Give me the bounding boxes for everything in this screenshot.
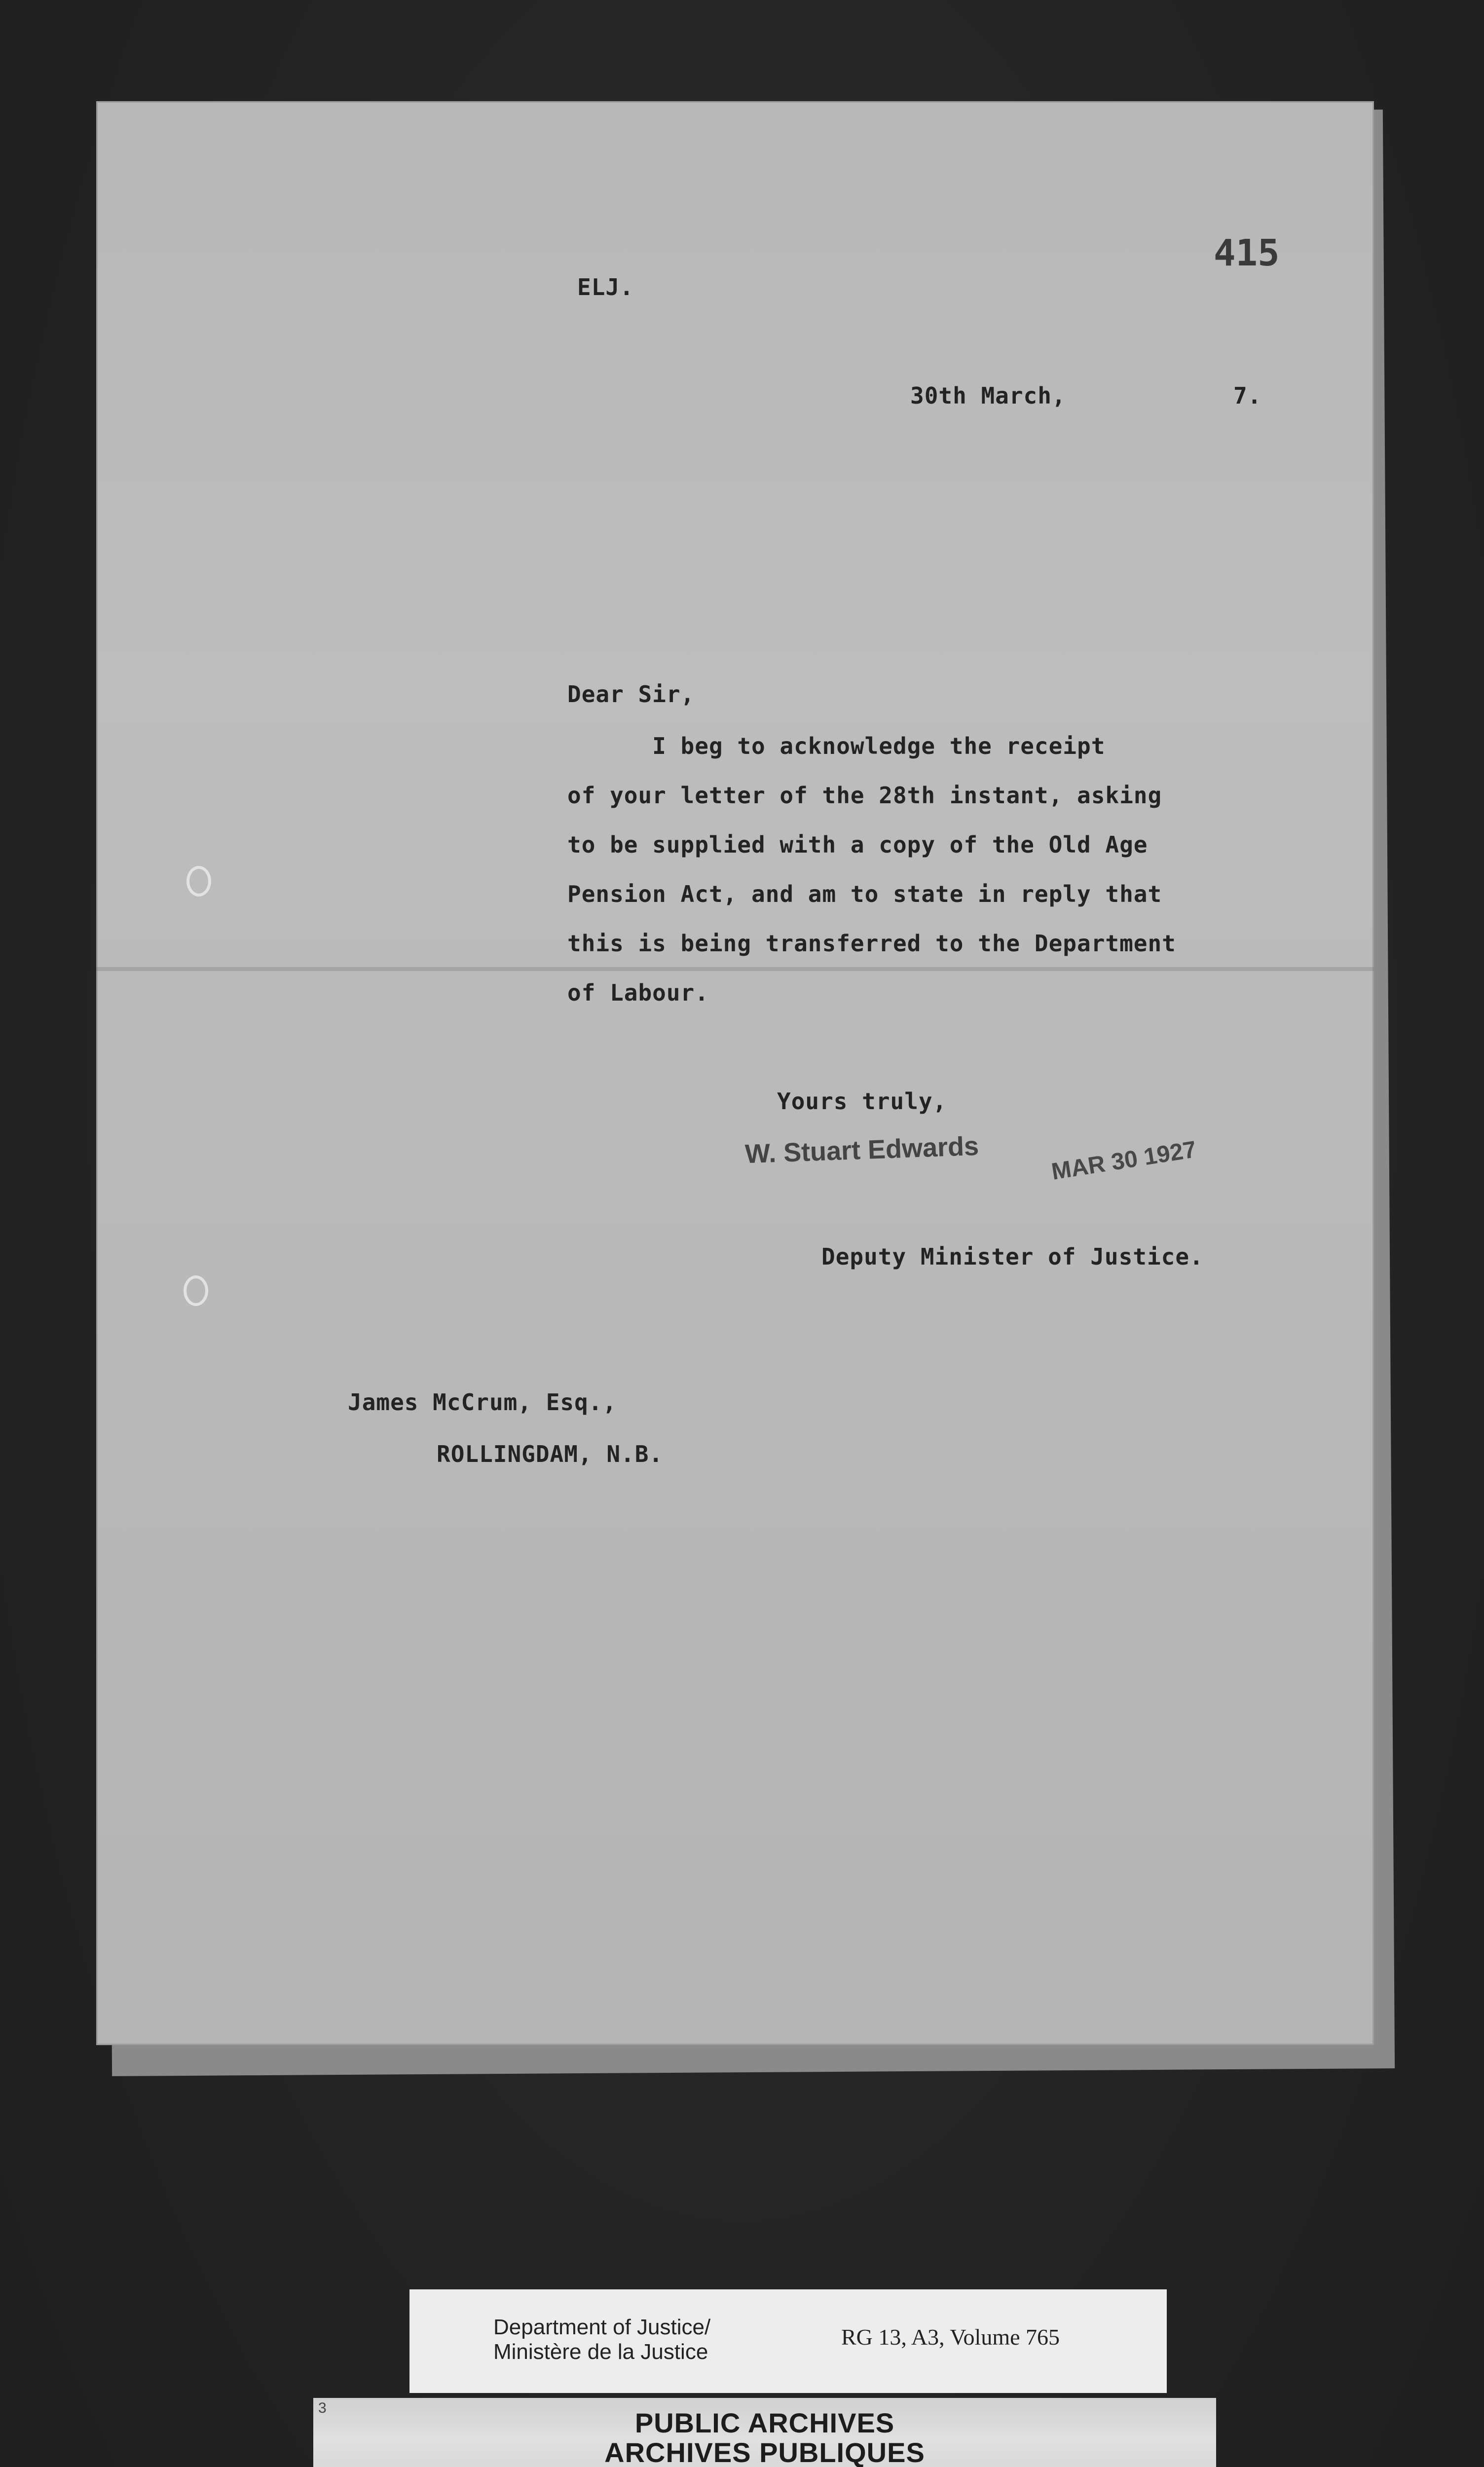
letter-date: 30th March, — [910, 382, 1066, 409]
body-line: this is being transferred to the Department — [567, 930, 1176, 957]
body-line: of Labour. — [567, 979, 709, 1006]
record-group-reference: RG 13, A3, Volume 765 — [841, 2324, 1060, 2350]
archive-reference-label — [409, 2289, 1167, 2393]
punch-hole-upper — [186, 866, 211, 897]
department-name-fr: Ministère de la Justice — [493, 2340, 708, 2364]
folio-number: 415 — [1214, 232, 1280, 274]
corner-mark: 3 — [318, 2400, 327, 2416]
body-line: to be supplied with a copy of the Old Age — [567, 831, 1148, 858]
body-line: Pension Act, and am to state in reply that — [567, 881, 1162, 907]
letter-page — [96, 101, 1374, 2045]
reference-initials: ELJ. — [577, 274, 634, 300]
addressee-place: ROLLINGDAM, N.B. — [437, 1441, 664, 1467]
public-archives-stamp — [313, 2398, 1216, 2467]
punch-hole-lower — [184, 1275, 208, 1306]
archives-line-fr: ARCHIVES PUBLIQUES — [604, 2437, 925, 2467]
body-line: I beg to acknowledge the receipt — [567, 733, 1106, 759]
archives-line-en: PUBLIC ARCHIVES — [634, 2407, 895, 2438]
addressee-name: James McCrum, Esq., — [348, 1389, 617, 1416]
letter-date-year: 7. — [1233, 382, 1262, 409]
body-line: of your letter of the 28th instant, asking — [567, 782, 1162, 809]
salutation: Dear Sir, — [567, 681, 695, 708]
closing: Yours truly, — [777, 1088, 947, 1115]
signature-stamp: W. Stuart Edwards — [744, 1131, 979, 1169]
received-date-stamp: MAR 30 1927 — [1049, 1136, 1198, 1185]
department-name — [493, 2315, 710, 2364]
department-name-en: Department of Justice/ — [493, 2315, 711, 2339]
signer-title: Deputy Minister of Justice. — [821, 1243, 1204, 1270]
